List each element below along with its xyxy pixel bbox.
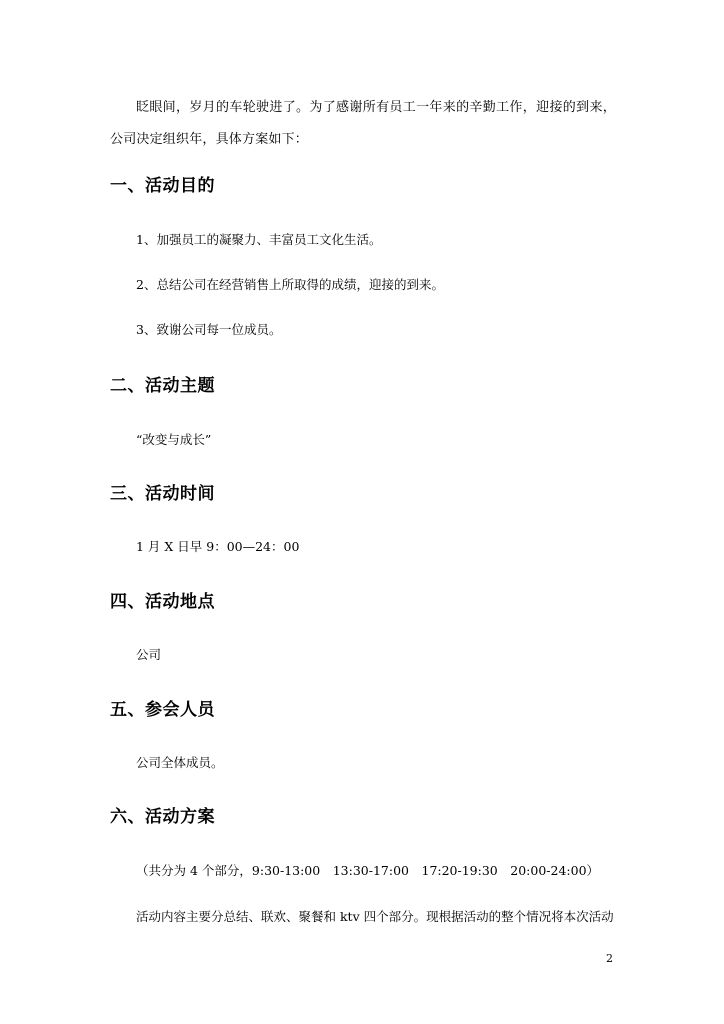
plan-description-text: 活动内容主要分总结、联欢、聚餐和 ktv 四个部分。现根据活动的整个情况将本次活动 (136, 909, 614, 924)
heading-activity-plan: 六、活动方案 (110, 807, 215, 827)
intro-paragraph: 眨眼间，岁月的车轮驶进了。为了感谢所有员工一年来的辛勤工作，迎接的到来，公司决定组织年，具体方案如下： (110, 100, 616, 147)
heading-participants: 五、参会人员 (110, 700, 215, 720)
purpose-item-1: 1、加强员工的凝聚力、丰富员工文化生活。 (136, 232, 382, 247)
heading-activity-location: 四、活动地点 (110, 592, 215, 612)
location-text: 公司 (136, 647, 162, 662)
purpose-item-2: 2、总结公司在经营销售上所取得的成绩，迎接的到来。 (136, 277, 444, 292)
participants-text: 公司全体成员。 (136, 755, 224, 770)
plan-schedule-text: （共分为 4 个部分，9:30-13:00 13:30-17:00 17:20-19:30 20:00-24:00） (136, 863, 600, 878)
theme-text: “改变与成长” (136, 432, 212, 447)
heading-activity-time: 三、活动时间 (110, 484, 215, 504)
time-text: 1 月 X 日早 9：00—24：00 (136, 539, 300, 554)
heading-activity-theme: 二、活动主题 (110, 376, 215, 396)
purpose-item-3: 3、致谢公司每一位成员。 (136, 322, 282, 337)
heading-activity-purpose: 一、活动目的 (110, 176, 215, 196)
page-number: 2 (606, 952, 613, 965)
